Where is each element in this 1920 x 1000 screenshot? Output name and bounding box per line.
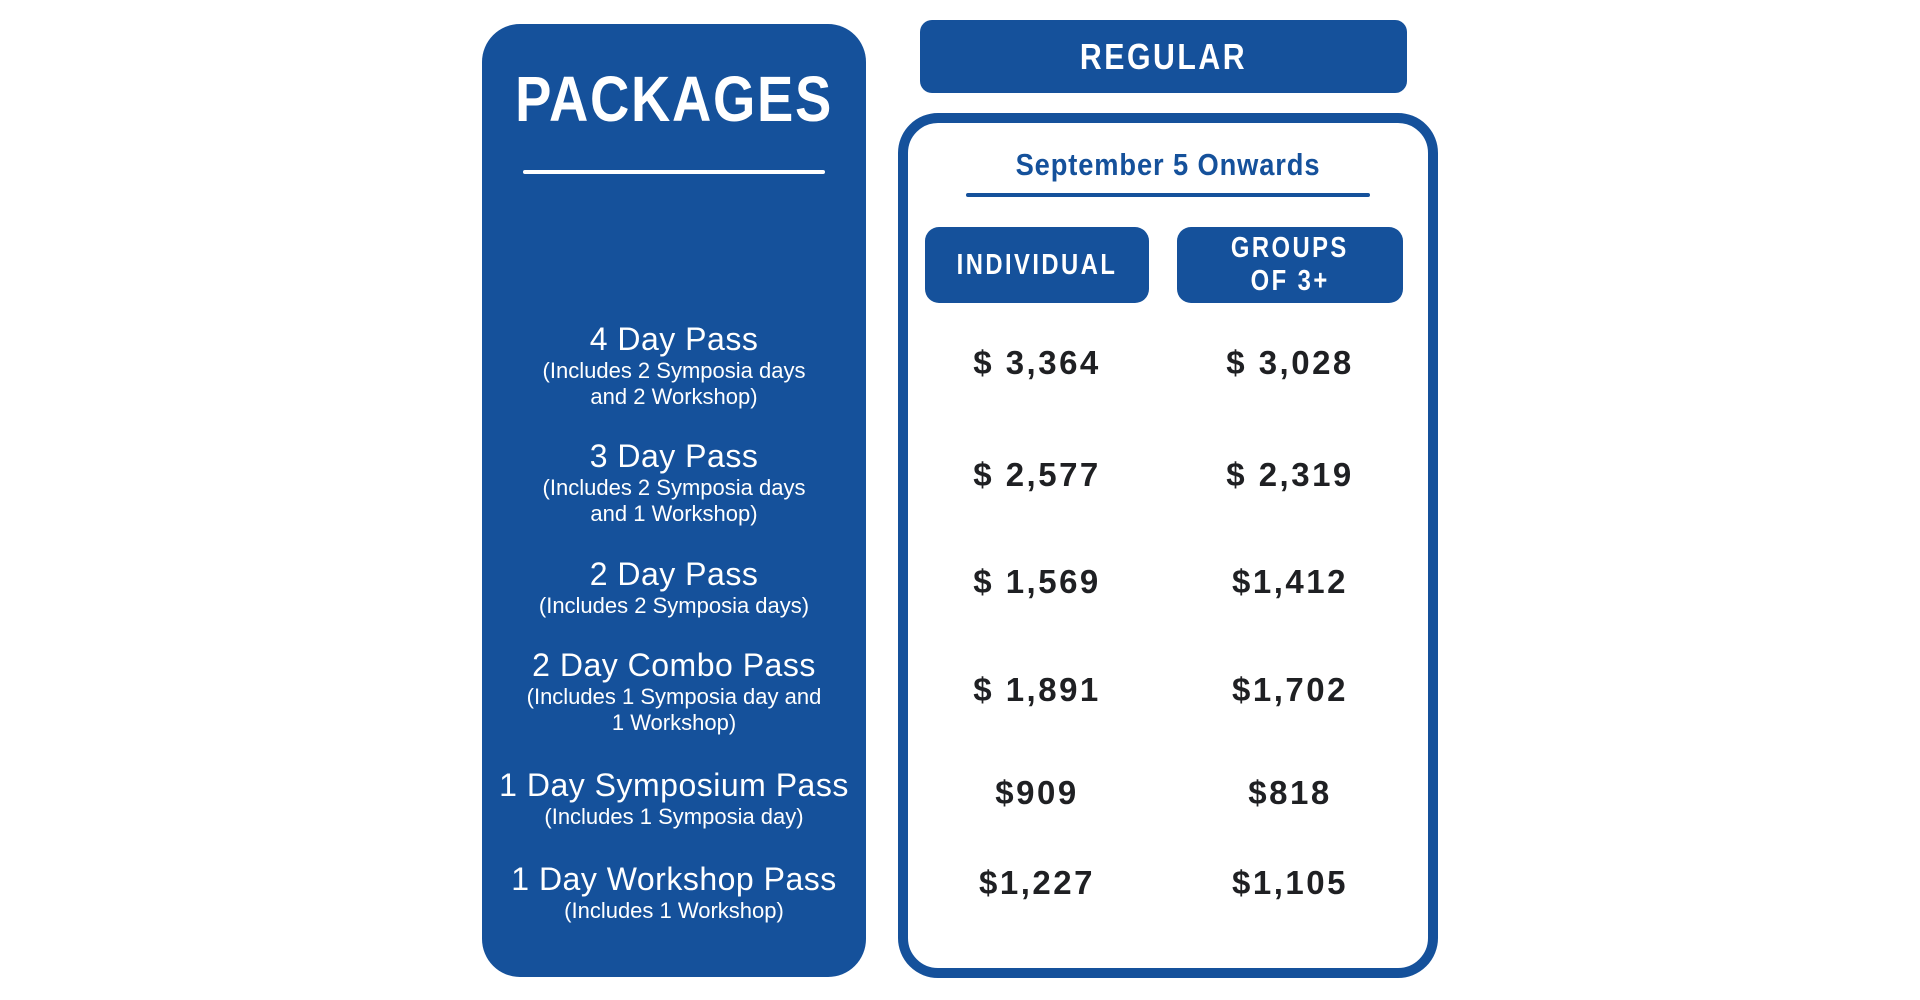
- package-description-line: (Includes 2 Symposia days): [538, 593, 810, 618]
- price-individual: $ 1,891: [973, 671, 1101, 708]
- package-name: 2 Day Combo Pass: [532, 647, 816, 683]
- price-individual: $ 1,569: [973, 563, 1101, 600]
- period-underline: [966, 193, 1370, 197]
- column-header-individual[interactable]: [925, 227, 1149, 303]
- column-header-individual-label: INDIVIDUAL: [956, 248, 1118, 281]
- price-groups: $818: [1248, 774, 1332, 811]
- price-groups: $1,412: [1232, 563, 1348, 600]
- price-groups: $ 3,028: [1226, 344, 1354, 381]
- package-description-line: 1 Workshop): [611, 710, 737, 735]
- package-description-line: (Includes 1 Symposia day and: [526, 684, 822, 709]
- package-name: 4 Day Pass: [589, 321, 759, 357]
- package-item: [482, 646, 866, 736]
- package-name: 1 Day Symposium Pass: [499, 767, 849, 803]
- packages-divider: [523, 170, 825, 174]
- period-title: September 5 Onwards: [1015, 147, 1321, 182]
- price-individual: $1,227: [979, 864, 1095, 901]
- packages-panel: [482, 24, 866, 977]
- package-item: [482, 320, 866, 410]
- package-item: [482, 766, 866, 830]
- package-name: 3 Day Pass: [589, 438, 759, 474]
- package-description-line: (Includes 1 Symposia day): [544, 804, 804, 829]
- package-description-line: (Includes 2 Symposia days: [542, 475, 806, 500]
- package-item: [482, 555, 866, 619]
- price-groups: $1,105: [1232, 864, 1348, 901]
- packages-title: PACKAGES: [515, 63, 833, 135]
- pricing-panel: [898, 113, 1438, 978]
- column-header-groups-label-line2: OF 3+: [1250, 265, 1330, 297]
- package-item: [482, 437, 866, 527]
- price-individual: $ 3,364: [973, 344, 1101, 381]
- package-description-line: (Includes 2 Symposia days: [542, 358, 806, 383]
- package-item: [482, 860, 866, 924]
- column-header-groups-label-line1: GROUPS: [1231, 232, 1349, 264]
- price-individual: $ 2,577: [973, 456, 1101, 493]
- package-name: 1 Day Workshop Pass: [511, 861, 837, 897]
- tier-tab-regular-label: REGULAR: [1079, 35, 1248, 77]
- price-groups: $1,702: [1232, 671, 1348, 708]
- package-name: 2 Day Pass: [589, 556, 759, 592]
- package-description-line: and 1 Workshop): [590, 501, 758, 526]
- package-description-line: (Includes 1 Workshop): [564, 898, 784, 923]
- price-groups: $ 2,319: [1226, 456, 1354, 493]
- price-individual: $909: [995, 774, 1079, 811]
- package-description-line: and 2 Workshop): [590, 384, 758, 409]
- column-header-groups[interactable]: [1177, 227, 1403, 303]
- tier-tab-regular[interactable]: [920, 20, 1407, 93]
